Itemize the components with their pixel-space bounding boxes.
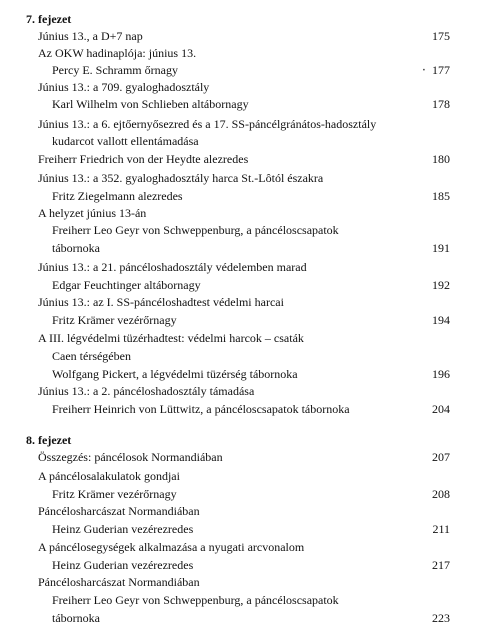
toc-entry-title: Páncélosharcászat Normandiában — [38, 504, 200, 518]
toc-entry-page: 208 — [432, 487, 450, 501]
toc-entry-title: A páncélosalakulatok gondjai — [38, 469, 180, 483]
toc-entry-author: Wolfgang Pickert, a légvédelmi tüzérség tábornoka — [52, 367, 298, 381]
toc-entry-page: 192 — [432, 278, 450, 292]
toc-entry — [0, 539, 480, 555]
toc-entry — [0, 240, 480, 256]
toc-entry-author: Heinz Guderian vezérezredes — [52, 522, 194, 536]
toc-entry — [0, 486, 480, 502]
toc-entry-title: A III. légvédelmi tüzérhadtest: védelmi harcok – csaták — [38, 331, 304, 345]
toc-entry-author-cont: tábornoka — [52, 241, 100, 255]
toc-entry — [0, 401, 480, 417]
toc-entry — [0, 294, 480, 310]
toc-entry — [0, 468, 480, 484]
toc-entry-author: Freiherr Friedrich von der Heydte alezredes — [38, 152, 249, 166]
toc-entry-title: Június 13.: a 2. páncéloshadosztály támadása — [38, 384, 255, 398]
toc-entry-page: 185 — [432, 189, 450, 203]
toc-entry-title: Június 13.: a 352. gyaloghadosztály harca St.-Lôtól északra — [38, 171, 324, 185]
toc-entry — [0, 277, 480, 293]
toc-entry-title: Június 13.: a 21. páncéloshadosztály védelemben marad — [38, 260, 307, 274]
toc-entry-page: 211 — [432, 522, 450, 536]
toc-entry-author: Freiherr Leo Geyr von Schweppenburg, a páncéloscsapatok — [52, 223, 339, 237]
toc-entry-page: 180 — [432, 152, 450, 166]
toc-entry-title: Páncélosharcászat Normandiában — [38, 575, 200, 589]
toc-entry — [0, 610, 480, 626]
toc-entry — [0, 449, 480, 465]
toc-entry-page: 217 — [432, 558, 450, 572]
toc-entry — [0, 222, 480, 238]
toc-entry — [0, 503, 480, 519]
toc-entry-author: Percy E. Schramm őrnagy — [52, 63, 178, 77]
toc-entry-title-cont: Caen térségében — [52, 349, 131, 363]
toc-entry — [0, 62, 480, 78]
toc-entry-author: Heinz Guderian vezérezredes — [52, 558, 194, 572]
toc-entry-page: 178 — [432, 97, 450, 111]
toc-entry — [0, 170, 480, 186]
toc-entry-author-cont: tábornoka — [52, 611, 100, 625]
toc-entry — [0, 133, 480, 149]
toc-entry-author: Karl Wilhelm von Schlieben altábornagy — [52, 97, 249, 111]
toc-entry-title: Az OKW hadinaplója: június 13. — [38, 46, 197, 60]
toc-entry — [0, 188, 480, 204]
toc-entry-page: 191 — [432, 241, 450, 255]
toc-entry — [0, 383, 480, 399]
chapter-7-heading: 7. fejezet — [26, 12, 72, 26]
toc-entry — [0, 348, 480, 364]
toc-entry — [0, 557, 480, 573]
toc-entry-author: Fritz Krämer vezérőrnagy — [52, 313, 177, 327]
toc-entry-author: Edgar Feuchtinger altábornagy — [52, 278, 201, 292]
toc-entry — [0, 45, 480, 61]
toc-entry-title: Összegzés: páncélosok Normandiában — [38, 450, 223, 464]
toc-entry-page: 175 — [432, 29, 450, 43]
toc-entry-page: 207 — [432, 450, 450, 464]
toc-entry — [0, 79, 480, 95]
toc-entry-author: Freiherr Heinrich von Lüttwitz, a páncéloscsapatok tábornoka — [52, 402, 350, 416]
toc-entry — [0, 574, 480, 590]
toc-entry-title: A páncélosegységek alkalmazása a nyugati arcvonalom — [38, 540, 305, 554]
toc-entry-title-cont: kudarcot vallott ellentámadása — [52, 134, 199, 148]
toc-entry-title: A helyzet június 13-án — [38, 206, 147, 220]
toc-entry — [0, 259, 480, 275]
toc-entry-title: Június 13.: a 6. ejtőernyősezred és a 17. SS-páncélgránátos-hadosztály — [38, 117, 377, 131]
stray-mark: ‧ — [422, 63, 426, 77]
toc-entry — [0, 521, 480, 537]
toc-entry — [0, 116, 480, 132]
toc-entry — [0, 151, 480, 167]
toc-entry-page: 177 — [432, 63, 450, 77]
toc-entry-page: 223 — [432, 611, 450, 625]
toc-entry-page: 196 — [432, 367, 450, 381]
toc-entry — [0, 592, 480, 608]
toc-entry — [0, 366, 480, 382]
chapter-8-heading: 8. fejezet — [26, 433, 72, 447]
toc-entry-title: Június 13., a D+7 nap — [38, 29, 143, 43]
toc-entry-title: Június 13.: a 709. gyaloghadosztály — [38, 80, 210, 94]
toc-entry-author: Fritz Krämer vezérőrnagy — [52, 487, 177, 501]
toc-entry — [0, 205, 480, 221]
toc-entry-title: Június 13.: az I. SS-páncéloshadtest védelmi harcai — [38, 295, 284, 309]
toc-entry-author: Freiherr Leo Geyr von Schweppenburg, a páncéloscsapatok — [52, 593, 339, 607]
toc-entry-page: 204 — [432, 402, 450, 416]
toc-entry-author: Fritz Ziegelmann alezredes — [52, 189, 183, 203]
toc-entry — [0, 330, 480, 346]
toc-entry-page: 194 — [432, 313, 450, 327]
toc-entry — [0, 312, 480, 328]
toc-entry — [0, 28, 480, 44]
toc-entry — [0, 96, 480, 112]
